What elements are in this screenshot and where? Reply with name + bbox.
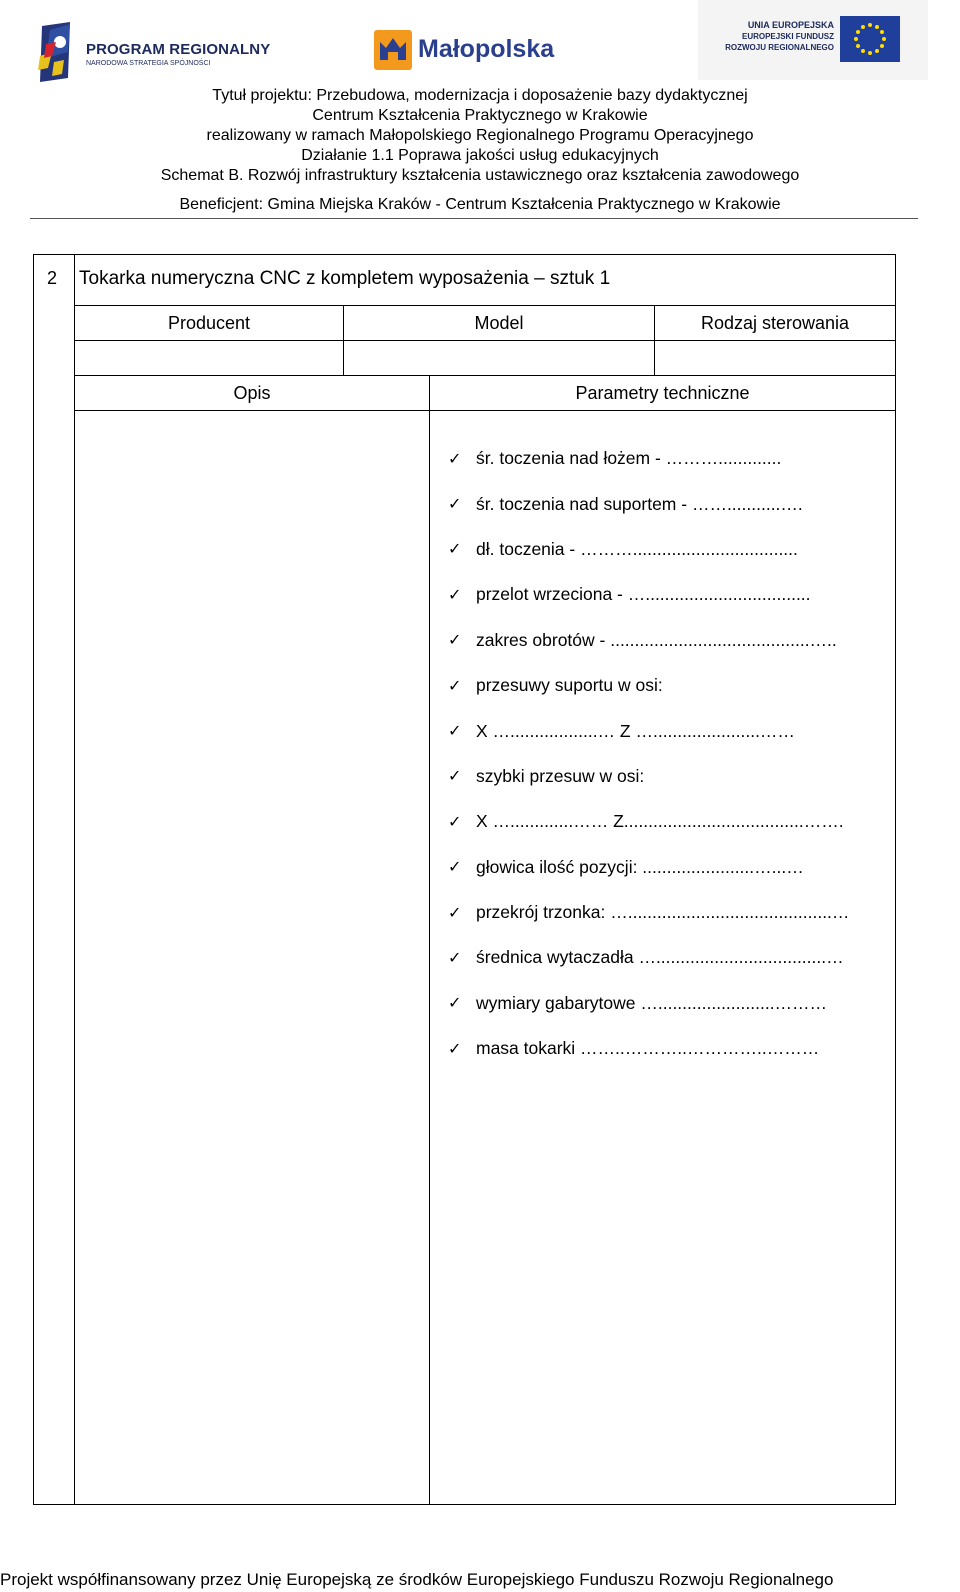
param-text: szybki przesuw w osi: [476, 765, 645, 786]
param-item [448, 1026, 849, 1071]
beneficiary-line: Beneficjent: Gmina Miejska Kraków - Centrum Kształcenia Praktycznego w Krakowie [179, 196, 781, 213]
table-top-border [33, 254, 896, 255]
param-text: przekrój trzonka: …..........................................… [476, 902, 850, 923]
check-icon: ✓ [448, 632, 462, 650]
check-icon: ✓ [448, 1040, 462, 1058]
check-icon: ✓ [448, 450, 462, 468]
param-text: wymiary gabarytowe …........................……… [476, 992, 828, 1013]
param-item [448, 663, 849, 708]
opis-params-divider [429, 375, 430, 1505]
project-action-line: Działanie 1.1 Poprawa jakości usług edukacyjnych [301, 147, 659, 164]
param-item [448, 845, 849, 890]
param-text: średnica wytaczadła …...................................… [476, 947, 844, 968]
item-title: Tokarka numeryczna CNC z kompletem wyposażenia – sztuk 1 [79, 268, 611, 289]
columns-header-border [74, 340, 896, 341]
check-icon: ✓ [448, 995, 462, 1013]
item-number: 2 [47, 268, 58, 288]
malopolska-name: Małopolska [418, 35, 555, 63]
eu-line-3: ROZWOJU REGIONALNEGO [725, 43, 834, 52]
param-item [448, 436, 849, 481]
project-scheme-line: Schemat B. Rozwój infrastruktury kształcenia ustawicznego oraz kształcenia zawodowego [160, 167, 800, 184]
check-icon: ✓ [448, 768, 462, 786]
column-rodzaj-sterowania: Rodzaj sterowania [700, 313, 850, 333]
logo-band [0, 0, 960, 84]
param-text: X …..................… Z …......................…… [476, 720, 795, 741]
check-icon: ✓ [448, 496, 462, 514]
eu-text [710, 20, 834, 53]
desc-header: Opis [233, 383, 271, 403]
check-icon: ✓ [448, 677, 462, 695]
desc-header-border [74, 410, 896, 411]
program-regionalny-emblem-icon [38, 22, 78, 84]
param-item [448, 799, 849, 844]
eu-flag-icon [840, 16, 900, 62]
values-row-border [74, 375, 896, 376]
project-title-line: Tytuł projektu: Przebudowa, modernizacja i doposażenie bazy dydaktycznej [212, 87, 748, 104]
project-header [0, 86, 960, 186]
param-item [448, 935, 849, 980]
params-header: Parametry techniczne [575, 383, 750, 403]
malopolska-emblem-icon [374, 30, 412, 70]
param-text: śr. toczenia nad suportem - ……...........…. [476, 493, 803, 514]
param-item [448, 981, 849, 1026]
param-text: przelot wrzeciona - ….................................. [476, 584, 811, 605]
table-left-border [33, 254, 34, 1505]
check-icon: ✓ [448, 904, 462, 922]
check-icon: ✓ [448, 723, 462, 741]
table-right-border [895, 254, 896, 1505]
project-center-line: Centrum Kształcenia Praktycznego w Krakowie [312, 107, 648, 124]
param-item [448, 754, 849, 799]
param-item [448, 708, 849, 753]
technical-params-list [448, 436, 849, 1071]
param-item [448, 618, 849, 663]
check-icon: ✓ [448, 541, 462, 559]
table-bottom-border [33, 1504, 896, 1505]
title-row-border [74, 305, 896, 306]
param-text: zakres obrotów - .........................................….. [476, 629, 837, 650]
column-model: Model [474, 313, 524, 333]
check-icon: ✓ [448, 859, 462, 877]
param-item [448, 890, 849, 935]
cofinancing-footer: Projekt współfinansowany przez Unię Europejską ze środków Europejskiego Funduszu Rozwoju Regionalnego [0, 1570, 834, 1589]
param-text: śr. toczenia nad łożem - ………............. [476, 448, 782, 469]
param-text: masa tokarki ……..………..…………..……… [476, 1038, 820, 1059]
malopolska-logo [374, 30, 574, 72]
eu-logo [698, 0, 928, 80]
check-icon: ✓ [448, 949, 462, 967]
check-icon: ✓ [448, 813, 462, 831]
program-regionalny-subtitle: NARODOWA STRATEGIA SPÓJNOŚCI [86, 60, 211, 67]
column-producent: Producent [167, 313, 251, 333]
param-text: głowica ilość pozycji: .......................…...… [476, 856, 804, 877]
eu-line-2: EUROPEJSKI FUNDUSZ [741, 32, 834, 41]
header-divider [30, 218, 918, 219]
number-column-divider [74, 254, 75, 1505]
program-regionalny-title: PROGRAM REGIONALNY [86, 41, 271, 58]
param-text: dł. toczenia - ……….................................. [476, 538, 798, 559]
eu-line-1: UNIA EUROPEJSKA [747, 20, 834, 30]
param-item [448, 572, 849, 617]
project-program-line: realizowany w ramach Małopolskiego Regionalnego Programu Operacyjnego [206, 127, 754, 144]
program-regionalny-logo [38, 22, 271, 84]
param-item [448, 527, 849, 572]
param-text: X ….............…… Z.....................................……. [476, 811, 844, 832]
param-text: przesuwy suportu w osi: [476, 675, 663, 696]
check-icon: ✓ [448, 586, 462, 604]
param-item [448, 481, 849, 526]
